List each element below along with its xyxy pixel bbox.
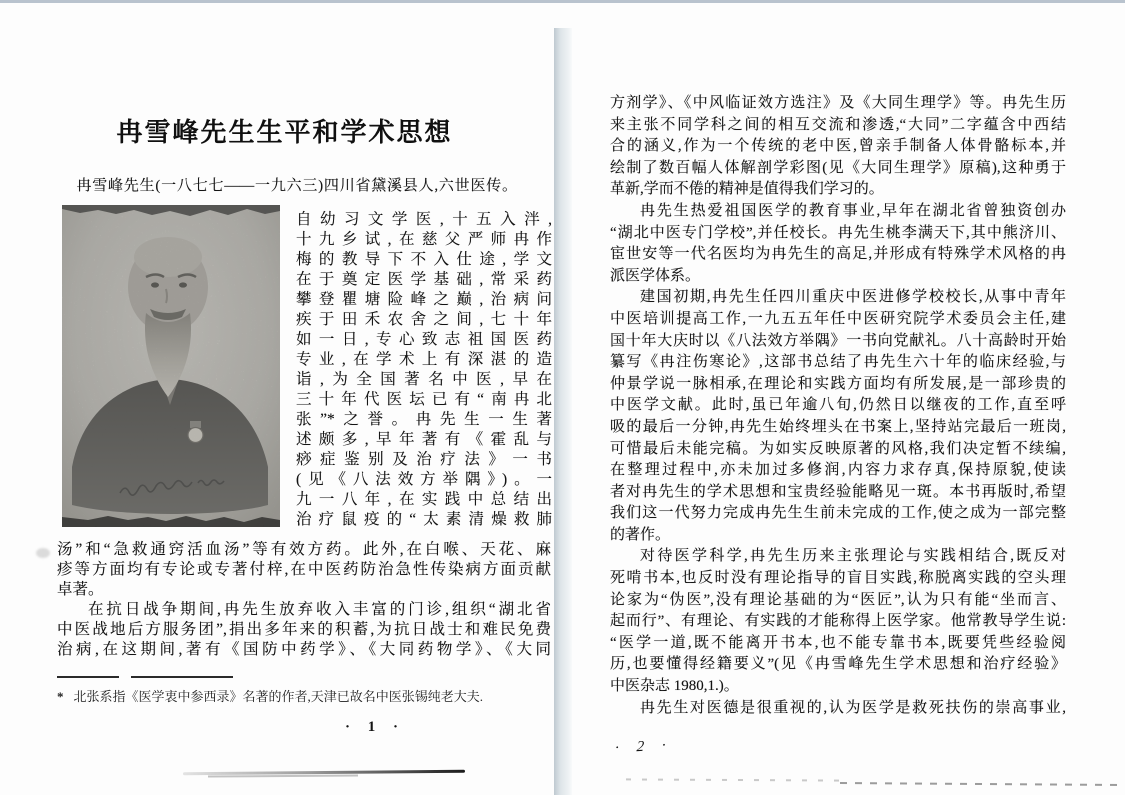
text-line: 专业,在学术上有深湛的造 [296, 351, 552, 368]
page-gutter [554, 28, 572, 795]
text-line: 建国初期,冉先生任四川重庆中医进修学校校长,从事中青年 [640, 289, 1066, 306]
photo-side-text [296, 210, 552, 530]
text-line: 张”*之誉。冉先生一生著 [296, 411, 552, 428]
text-line: 的著作。 [610, 526, 671, 543]
text-line: 死啃书本,也反时没有理论指导的盲目实践,称脱离实践的空头理 [610, 570, 1066, 587]
portrait-photo [62, 205, 280, 527]
text-line: 中医学文献。此时,虽已年逾八旬,仍然日以继夜的工作,直至呼 [610, 397, 1066, 414]
photo-grain-texture [62, 205, 280, 527]
text-line: 梅的教导下不入仕途,学文 [296, 251, 552, 268]
text-line: 合的涵义,作为一个传统的老中医,曾亲手制备人体骨骼标本,并 [610, 138, 1066, 155]
text-line: 对待医学科学,冉先生历来主张理论与实践相结合,既反对 [640, 548, 1066, 565]
page-number-right: · 2 · [614, 737, 673, 757]
text-line: 论家为“伪医”,没有理论基础的为“医匠”,认为只有能“坐而言、 [610, 591, 1066, 608]
page-title: 冉雪峰先生生平和学术思想 [116, 118, 453, 147]
footnote [57, 688, 537, 705]
text-line: 疹等方面均有专论或专著付梓,在中医药防治急性传染病方面贡献 [57, 561, 551, 578]
footnote-marker: * [57, 689, 64, 704]
right-body-text [610, 93, 1066, 719]
text-line: 冉先生对医德是很重视的,认为医学是救死扶伤的崇高事业, [640, 699, 1066, 716]
text-line: 三十年代医坛已有“南冉北 [296, 391, 552, 408]
text-line: 历,也要懂得经籍要义”(见《冉雪峰先生学术思想和治疗经验》 [610, 656, 1066, 673]
scan-smudge-left-margin [36, 548, 50, 558]
text-line: 吸的最后一分钟,冉先生始终埋头在书案上,坚持站完最后一班岗, [610, 418, 1066, 435]
text-line: 起而行”、有理论、有实践的才能称得上医学家。他常教导学生说: [610, 613, 1066, 630]
text-line: 中医战地后方服务团”,捐出多年来的积蓄,为抗日战士和难民免费 [57, 621, 551, 638]
text-line: 治疗鼠疫的“太素清燥救肺 [296, 511, 552, 528]
text-line: 派医学体系。 [610, 267, 701, 284]
text-line: 纂写《冉注伤寒论》,这部书总结了冉先生六十年的临床经验,与 [610, 354, 1066, 371]
scan-top-edge [0, 0, 1125, 3]
text-line: 冉先生热爱祖国医学的教育事业,早年在湖北省曾独资创办 [640, 202, 1066, 219]
text-line: 在整理过程中,亦未加过多修润,内容力求存真,保持原貌,使读 [610, 462, 1066, 479]
text-line: 中医杂志 1980,1.)。 [610, 678, 739, 695]
text-line: 在于奠定医学基础,常采药 [296, 271, 552, 288]
text-line: 汤”和“急救通窍活血汤”等有效方药。此外,在白喉、天花、麻 [57, 541, 551, 558]
text-line: (见《八法效方举隅》)。一 [296, 471, 552, 488]
text-line: 痧症鉴别及治疗法》一书 [296, 451, 552, 468]
text-line: 来主张不同学科之间的相互交流和渗透,“大同”二字蕴含中西结 [610, 116, 1066, 133]
text-line: 诣,为全国著名中医,早在 [296, 371, 552, 388]
text-line: 革新,学而不倦的精神是值得我们学习的。 [610, 181, 884, 198]
text-line: 治病,在这期间,著有《国防中药学》、《大同药物学》、《大同 [57, 641, 551, 658]
text-line: 卓著。 [57, 581, 104, 598]
text-line: 宦世安等一代名医均为冉先生的高足,并形成有特殊学术风格的冉 [610, 246, 1066, 263]
text-line: 自幼习文学医,十五入泮, [296, 211, 552, 228]
scan-artifact-bottom-left-2 [208, 774, 358, 777]
text-line: 绘制了数百幅人体解剖学彩图(见《大同生理学》原稿),这种勇于 [610, 159, 1066, 176]
text-line: 可惜最后未能完稿。为如实反映原著的风格,我们决定暂不续编, [610, 440, 1066, 457]
footnote-rule [57, 676, 233, 678]
text-line: 十九乡试,在慈父严师冉作 [296, 231, 552, 248]
text-line: 中医培训提高工作,一九五五年任中医研究院学术委员会主任,建 [610, 310, 1066, 327]
text-line: 国十年大庆时以《八法效方举隅》一书向党献礼。八十高龄时开始 [610, 332, 1066, 349]
intro-line: 冉雪峰先生(一八七七——一九六三)四川省黛溪县人,六世医传。 [76, 178, 517, 194]
text-line: 疾于田禾农舍之间,七十年 [296, 311, 552, 328]
scan-artifact-bottom-right [840, 782, 1122, 786]
text-line: “医学一道,既不能离开书本,也不能专靠书本,既要凭些经验阅 [610, 634, 1066, 651]
scan-artifact-bottom-center [626, 778, 846, 781]
text-line: 攀登瞿塘险峰之巅,治病问 [296, 291, 552, 308]
page-number-left: · 1 · [344, 719, 405, 735]
text-line: 如一日,专心致志祖国医药 [296, 331, 552, 348]
text-line: 九一八年,在实践中总结出 [296, 491, 552, 508]
text-line: 述颇多,早年著有《霍乱与 [296, 431, 552, 448]
left-body-text [57, 540, 551, 660]
text-line: 者对冉先生的学术思想和宝贵经验能略见一斑。本书再版时,希望 [610, 483, 1066, 500]
footnote-text: 北张系指《医学衷中参西录》名著的作者,天津已故名中医张锡纯老大夫. [73, 689, 484, 704]
text-line: 仲景学说一脉相承,在理论和实践方面均有所发展,是一部珍贵的 [610, 375, 1066, 392]
text-line: 我们这一代努力完成冉先生生前未完成的工作,使之成为一部完整 [610, 505, 1066, 522]
text-line: 方剂学》、《中风临证效方选注》及《大同生理学》等。冉先生历 [610, 95, 1066, 111]
text-line: “湖北中医专门学校”,并任校长。冉先生桃李满天下,其中熊济川、 [610, 224, 1066, 241]
text-line: 在抗日战争期间,冉先生放弃收入丰富的门诊,组织“湖北省 [88, 601, 551, 618]
